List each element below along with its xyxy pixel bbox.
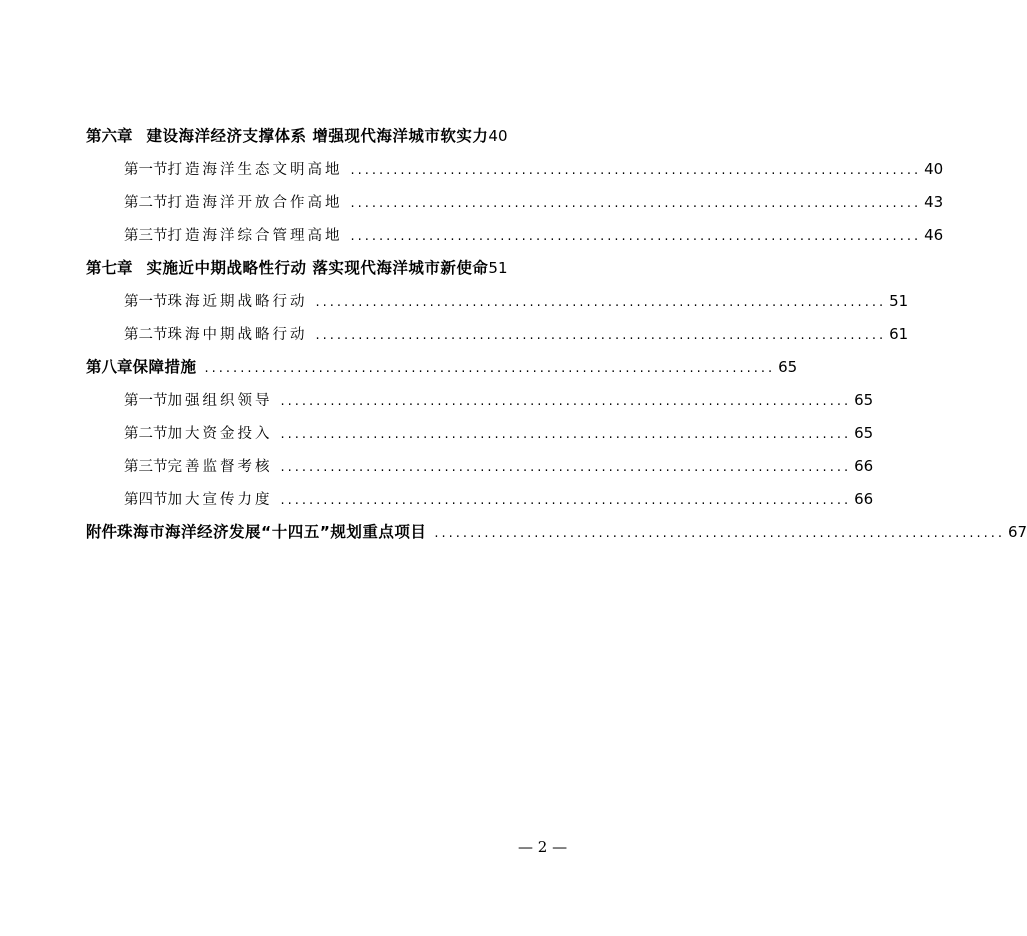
toc-entry-page: 66 xyxy=(854,490,874,508)
leader-dots: ................................................................................ xyxy=(350,229,922,244)
toc-entry-label: 第三节 xyxy=(124,459,168,475)
toc-entry-title: 加大资金投入 xyxy=(167,426,273,442)
toc-entry-page: 66 xyxy=(854,457,874,475)
toc-entry-page: 51 xyxy=(889,292,909,310)
toc-entry-title: 珠海市海洋经济发展“十四五”规划重点项目 xyxy=(117,523,427,541)
toc-entry-title: 打造海洋生态文明高地 xyxy=(167,162,343,178)
toc-entry-page: 46 xyxy=(924,226,944,244)
toc-entry-title: 保障措施 xyxy=(132,358,197,376)
toc-entry-title: 珠海近期战略行动 xyxy=(167,294,308,310)
leader-dots: ................................................................................ xyxy=(280,427,852,442)
toc-entry-section[interactable] xyxy=(86,186,944,219)
toc-entry-section[interactable] xyxy=(86,318,909,351)
toc-entry-label: 第八章 xyxy=(86,358,133,376)
leader-dots: ................................................................................ xyxy=(280,394,852,409)
toc-entry-label: 第一节 xyxy=(124,162,168,178)
toc-entry-page: 40 xyxy=(924,160,944,178)
toc-entry-label: 附件 xyxy=(86,523,118,541)
toc-entry-chapter-7[interactable] xyxy=(86,252,548,285)
toc-entry-title: 加大宣传力度 xyxy=(167,492,273,508)
toc-entry-title: 珠海中期战略行动 xyxy=(167,327,308,343)
toc-entry-section[interactable] xyxy=(86,285,909,318)
toc-entry-label: 第二节 xyxy=(124,327,168,343)
toc-entry-page: 65 xyxy=(778,358,798,376)
leader-dots: ................................................................................ xyxy=(350,196,922,211)
toc-entry-title: 打造海洋综合管理高地 xyxy=(167,228,343,244)
toc-entry-label: 第二节 xyxy=(124,195,168,211)
toc-entry-label: 第四节 xyxy=(124,492,168,508)
page-number: — 2 — xyxy=(518,838,568,856)
toc-entry-page: 61 xyxy=(889,325,909,343)
toc-entry-page: 67 xyxy=(1008,523,1027,541)
toc-entry-chapter-8[interactable] xyxy=(86,351,798,384)
toc-entry-title: 实施近中期战略性行动 落实现代海洋城市新使命 xyxy=(146,259,489,277)
toc-entry-section[interactable] xyxy=(86,450,874,483)
toc-entry-appendix[interactable] xyxy=(86,516,1027,549)
toc-entry-label: 第三节 xyxy=(124,228,168,244)
leader-dots: ................................................................................ xyxy=(280,493,852,508)
toc-entry-title: 建设海洋经济支撑体系 增强现代海洋城市软实力 xyxy=(146,127,489,145)
toc-entry-section[interactable] xyxy=(86,153,944,186)
toc-entry-title: 完善监督考核 xyxy=(167,459,273,475)
leader-dots: ................................................................................ xyxy=(350,163,922,178)
toc-entry-chapter-6[interactable] xyxy=(86,120,548,153)
toc-entry-label: 第二节 xyxy=(124,426,168,442)
leader-dots: ................................................................................ xyxy=(280,460,852,475)
toc-entry-page: 65 xyxy=(854,424,874,442)
toc-entry-label: 第一节 xyxy=(124,393,168,409)
toc-entry-page: 51 xyxy=(488,259,508,277)
leader-dots: ................................................................................ xyxy=(315,295,887,310)
toc-entry-label: 第一节 xyxy=(124,294,168,310)
table-of-contents xyxy=(86,120,1027,549)
toc-entry-label: 第七章 xyxy=(86,259,133,277)
toc-entry-section[interactable] xyxy=(86,417,874,450)
toc-entry-page: 43 xyxy=(924,193,944,211)
leader-dots: ................................................................................ xyxy=(315,328,887,343)
toc-entry-title: 加强组织领导 xyxy=(167,393,273,409)
toc-entry-page: 40 xyxy=(488,127,508,145)
toc-entry-label: 第六章 xyxy=(86,127,133,145)
toc-entry-section[interactable] xyxy=(86,219,944,252)
toc-entry-section[interactable] xyxy=(86,384,874,417)
toc-entry-section[interactable] xyxy=(86,483,874,516)
toc-entry-title: 打造海洋开放合作高地 xyxy=(167,195,343,211)
leader-dots: ................................................................................ xyxy=(204,361,776,376)
toc-entry-page: 65 xyxy=(854,391,874,409)
leader-dots: ................................................................................ xyxy=(434,526,1005,541)
